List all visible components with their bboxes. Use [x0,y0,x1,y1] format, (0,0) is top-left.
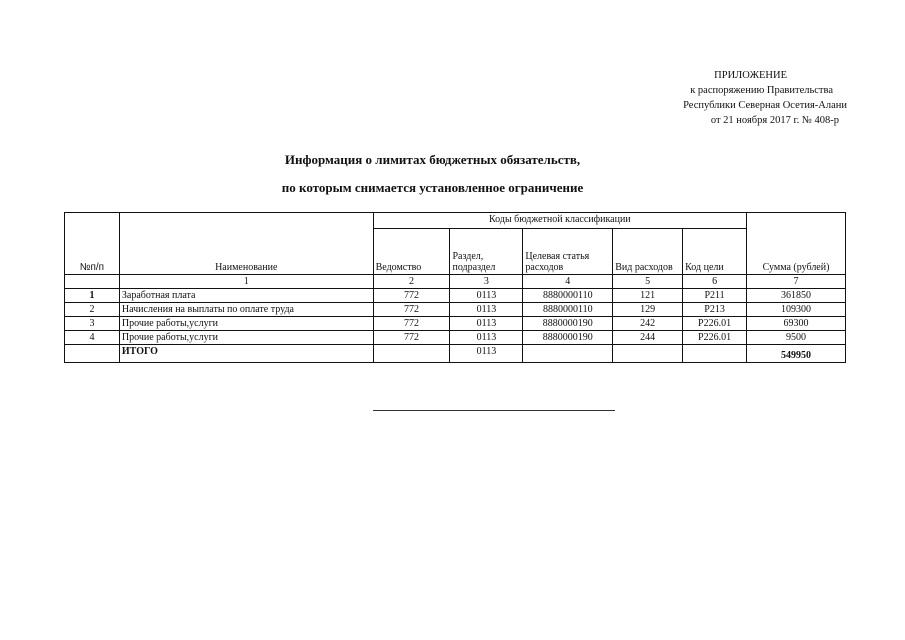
row-goal: Р226.01 [683,331,747,345]
appendix-header [683,68,847,128]
row-name: Заработная плата [119,289,373,303]
row-dept: 772 [373,317,450,331]
header-num: №п/п [65,213,120,275]
header-section: Раздел, подраздел [450,229,523,275]
row-section: 0113 [450,303,523,317]
table-row [65,317,846,331]
signature-divider [373,410,615,411]
col-number: 4 [523,275,613,289]
row-sum: 9500 [747,331,846,345]
row-dept: 772 [373,289,450,303]
row-name: Прочие работы,услуги [119,317,373,331]
total-label: ИТОГО [119,345,373,363]
budget-limits-table [64,212,846,363]
col-number: 5 [613,275,683,289]
header-name: Наименование [119,213,373,275]
header-row-group [65,213,846,229]
col-number: 3 [450,275,523,289]
document-title: Информация о лимитах бюджетных обязательств, [284,152,581,167]
row-num: 2 [65,303,120,317]
col-number: 1 [119,275,373,289]
row-sum: 69300 [747,317,846,331]
row-section: 0113 [450,289,523,303]
row-section: 0113 [450,317,523,331]
row-sum: 109300 [747,303,846,317]
row-target: 8880000190 [523,317,613,331]
header-target: Целевая статья расходов [523,229,613,275]
table-row [65,289,846,303]
row-goal: Р226.01 [683,317,747,331]
col-number: 2 [373,275,450,289]
col-number: 7 [747,275,846,289]
row-kind: 242 [613,317,683,331]
row-name: Прочие работы,услуги [119,331,373,345]
header-budget-codes: Коды бюджетной классификации [373,213,746,229]
row-kind: 244 [613,331,683,345]
document-subtitle: по которым снимается установленное ограничение [281,180,584,195]
column-number-row [65,275,846,289]
header-kind: Вид расходов [613,229,683,275]
header-goal: Код цели [683,229,747,275]
table-row [65,331,846,345]
row-target: 8880000110 [523,289,613,303]
appendix-government: Республики Северная Осетия-Алани [683,100,847,111]
header-sum: Сумма (рублей) [747,213,846,275]
row-dept: 772 [373,303,450,317]
col-number: 6 [683,275,747,289]
appendix-date: от 21 ноября 2017 г. № 408-р [710,115,839,126]
row-goal: Р213 [683,303,747,317]
appendix-title: ПРИЛОЖЕНИЕ [714,70,787,81]
row-num: 3 [65,317,120,331]
row-target: 8880000110 [523,303,613,317]
row-name: Начисления на выплаты по оплате труда [119,303,373,317]
row-target: 8880000190 [523,331,613,345]
row-section: 0113 [450,331,523,345]
row-kind: 121 [613,289,683,303]
row-goal: Р211 [683,289,747,303]
header-dept: Ведомство [373,229,450,275]
table-row [65,303,846,317]
row-sum: 361850 [747,289,846,303]
row-kind: 129 [613,303,683,317]
total-sum: 549950 [747,345,846,363]
total-section: 0113 [450,345,523,363]
row-dept: 772 [373,331,450,345]
appendix-decree: к распоряжению Правительства [690,85,833,96]
row-num: 4 [65,331,120,345]
total-row [65,345,846,363]
row-num: 1 [65,289,120,303]
